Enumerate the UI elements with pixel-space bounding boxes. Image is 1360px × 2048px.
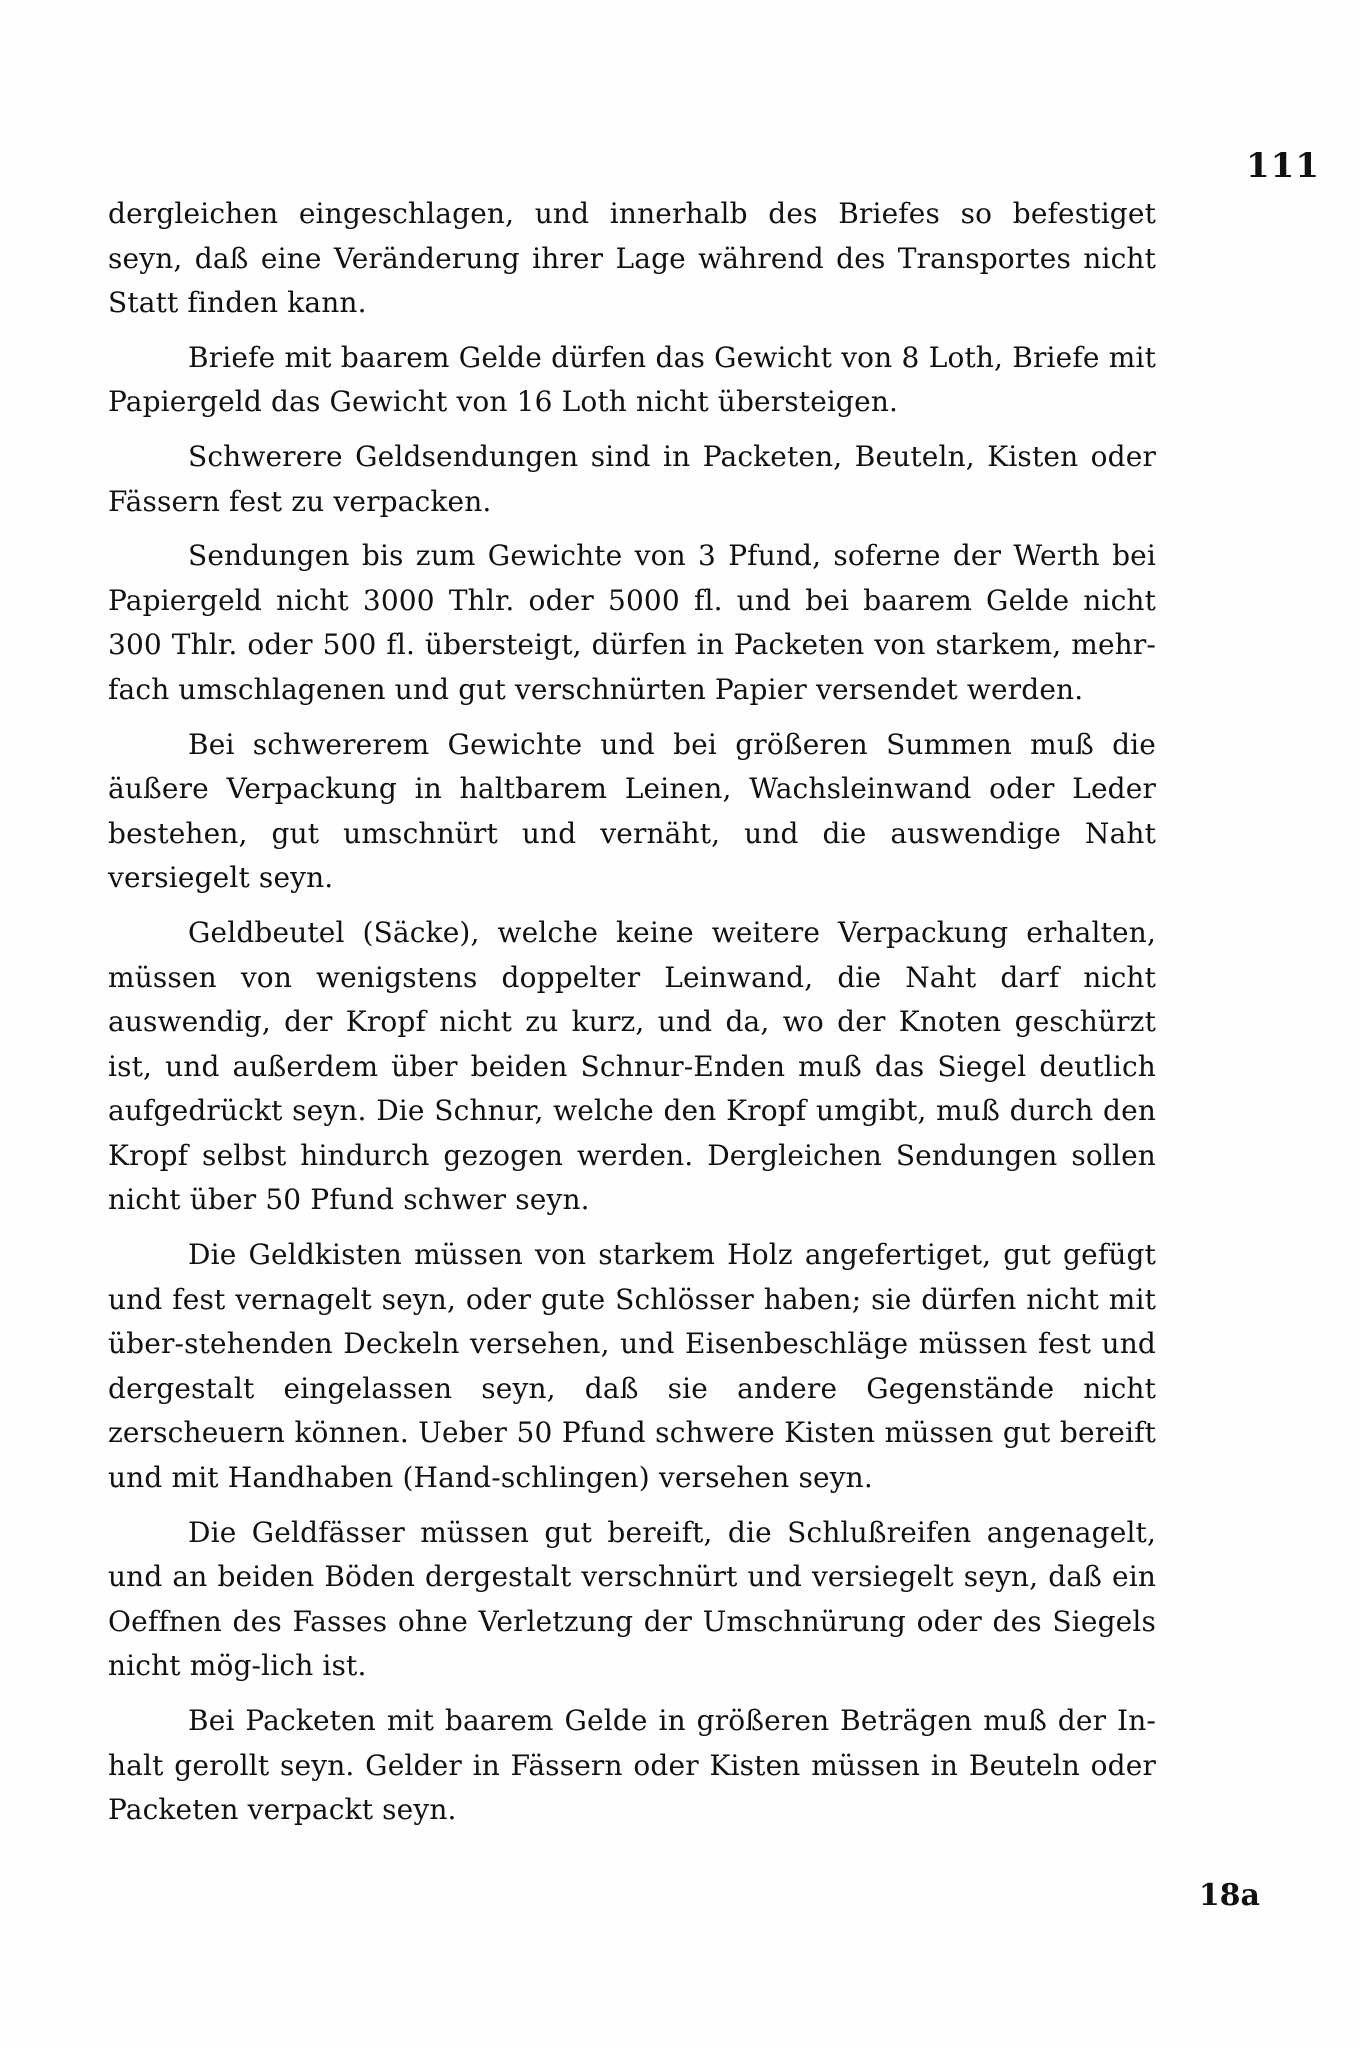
paragraph-6: Geldbeutel (Säcke), welche keine weitere Verpackung erhalten, müssen von wenigstens doppelter Leinwand, die Naht darf nicht auswendig, der Kropf nicht zu kurz, und da, wo der Knoten geschürzt ist, und außerdem über beiden Schnur-Enden muß das Siegel deutlich aufgedrückt seyn. Die Schnur, welche den Kropf umgibt, muß durch den Kropf selbst hindurch gezogen werden. Dergleichen Sendungen sollen nicht über 50 Pfund schwer seyn. (108, 915, 1156, 1217)
paragraph-2: Briefe mit baarem Gelde dürfen das Gewicht von 8 Loth, Briefe mit Papiergeld das Gewicht von 16 Loth nicht übersteigen. (108, 340, 1156, 419)
paragraph-4: Sendungen bis zum Gewichte von 3 Pfund, soferne der Werth bei Papiergeld nicht 3000 Thlr. oder 5000 fl. und bei baarem Gelde nicht 300 Thlr. oder 500 fl. übersteigt, dürfen in Packeten von starkem, mehr-fach umschlagenen und gut verschnürten Papier versendet werden. (108, 539, 1156, 706)
signature-mark: 18a (1198, 1878, 1260, 1913)
page-number: 111 (1246, 146, 1320, 186)
paragraph-5: Bei schwererem Gewichte und bei größeren Summen muß die äußere Verpackung in haltbarem Leinen, Wachsleinwand oder Leder bestehen, gut umschnürt und vernäht, und die auswendige Naht versiegelt seyn. (108, 727, 1156, 895)
paragraph-9: Bei Packeten mit baarem Gelde in größeren Beträgen muß der In-halt gerollt seyn. Gelder in Fässern oder Kisten müssen in Beuteln oder Packeten verpackt seyn. (108, 1704, 1156, 1827)
paragraph-3: Schwerere Geldsendungen sind in Packeten, Beuteln, Kisten oder Fässern fest zu verpacken. (108, 439, 1156, 518)
body-text (108, 192, 1156, 1843)
paragraph-8: Die Geldfässer müssen gut bereift, die Schlußreifen angenagelt, und an beiden Böden dergestalt verschnürt und versiegelt seyn, daß ein Oeffnen des Fasses ohne Verletzung der Umschnürung oder des Siegels nicht mög-lich ist. (108, 1515, 1156, 1683)
paragraph-1: dergleichen eingeschlagen, und innerhalb des Briefes so befestiget seyn, daß eine Veränderung ihrer Lage während des Transportes nicht Statt finden kann. (108, 197, 1156, 320)
paragraph-7: Die Geldkisten müssen von starkem Holz angefertiget, gut gefügt und fest vernagelt seyn, oder gute Schlösser haben; sie dürfen nicht mit über-stehenden Deckeln versehen, und Eisenbeschläge müssen fest und dergestalt eingelassen seyn, daß sie andere Gegenstände nicht zerscheuern können. Ueber 50 Pfund schwere Kisten müssen gut bereift und mit Handhaben (Hand-schlingen) versehen seyn. (108, 1238, 1156, 1495)
